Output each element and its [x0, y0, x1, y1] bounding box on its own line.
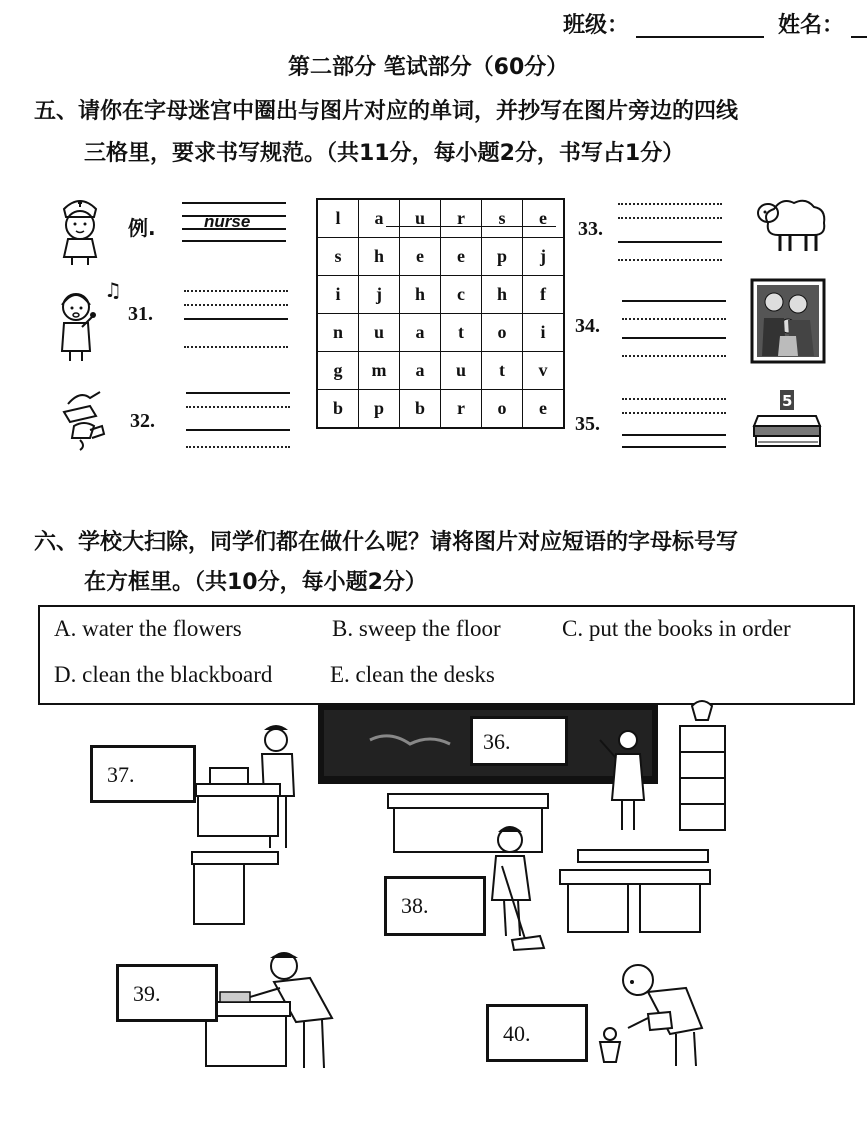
- option-e: E. clean the desks: [330, 662, 495, 687]
- maze-cell[interactable]: f: [523, 276, 565, 314]
- name-field[interactable]: [851, 36, 867, 38]
- maze-cell[interactable]: i: [317, 276, 359, 314]
- maze-row: [317, 276, 564, 314]
- maze-cell[interactable]: m: [359, 352, 400, 390]
- maze-cell[interactable]: l: [317, 199, 359, 238]
- maze-cell[interactable]: a: [359, 199, 400, 238]
- maze-cell[interactable]: a: [400, 352, 441, 390]
- maze-cell[interactable]: s: [317, 238, 359, 276]
- section5-instruction-line1: 五、请你在字母迷宫中圈出与图片对应的单词，并抄写在图片旁边的四线: [34, 99, 739, 124]
- maze-row: [317, 238, 564, 276]
- maze-cell[interactable]: a: [400, 314, 441, 352]
- item-34-writing-grid[interactable]: [622, 300, 726, 340]
- maze-row: [317, 199, 564, 238]
- maze-cell[interactable]: u: [400, 199, 441, 238]
- maze-cell[interactable]: r: [441, 390, 482, 429]
- item-33-writing-grid[interactable]: [618, 203, 722, 243]
- maze-cell[interactable]: o: [482, 314, 523, 352]
- item-33-label: 33.: [578, 218, 603, 240]
- maze-cell[interactable]: t: [482, 352, 523, 390]
- maze-cell[interactable]: e: [400, 238, 441, 276]
- maze-cell[interactable]: p: [359, 390, 400, 429]
- section5-instruction-line2: 三格里，要求书写规范。（共11分，每小题2分，书写占1分）: [84, 141, 685, 166]
- maze-cell[interactable]: e: [441, 238, 482, 276]
- name-label: 姓名：: [778, 13, 845, 38]
- item-35-label: 35.: [575, 413, 600, 435]
- item-32-writing-grid[interactable]: [186, 392, 290, 432]
- maze-cell[interactable]: j: [523, 238, 565, 276]
- answer-box-36-label: 36.: [483, 729, 511, 754]
- maze-cell[interactable]: p: [482, 238, 523, 276]
- example-label: 例.: [128, 216, 156, 240]
- maze-cell[interactable]: o: [482, 390, 523, 429]
- maze-row: [317, 314, 564, 352]
- maze-cell[interactable]: t: [441, 314, 482, 352]
- maze-cell[interactable]: h: [482, 276, 523, 314]
- hand-washing-picture: [60, 386, 110, 452]
- family-photo-picture: [750, 278, 826, 364]
- item-31-writing-grid[interactable]: [184, 290, 288, 330]
- class-label: 班级：: [563, 13, 630, 38]
- desk-cleaning-picture: [200, 948, 350, 1073]
- maze-cell[interactable]: r: [441, 199, 482, 238]
- answer-box-37[interactable]: [90, 745, 196, 803]
- part-title: 第二部分 笔试部分（60分）: [288, 55, 569, 80]
- maze-cell[interactable]: i: [523, 314, 565, 352]
- maze-row: [317, 390, 564, 429]
- maze-cell[interactable]: n: [317, 314, 359, 352]
- maze-cell[interactable]: h: [359, 238, 400, 276]
- answer-box-38-label: 38.: [401, 893, 429, 918]
- option-b: B. sweep the floor: [332, 616, 501, 641]
- maze-cell[interactable]: u: [441, 352, 482, 390]
- item-31-label: 31.: [128, 303, 153, 325]
- item-32-label: 32.: [130, 410, 155, 432]
- maze-cell[interactable]: g: [317, 352, 359, 390]
- section6-instruction-line1: 六、学校大扫除，同学们都在做什么呢？请将图片对应短语的字母标号写: [34, 530, 739, 555]
- svg-text:♫: ♫: [104, 278, 122, 302]
- section6-instruction-line2: 在方框里。（共10分，每小题2分）: [84, 570, 427, 595]
- maze-cell[interactable]: b: [400, 390, 441, 429]
- maze-row: [317, 352, 564, 390]
- birthday-cake-picture: [752, 386, 824, 452]
- watering-picture: [590, 958, 720, 1070]
- item-35-writing-grid[interactable]: [622, 398, 726, 438]
- answer-box-39[interactable]: [116, 964, 218, 1022]
- singer-picture: [52, 275, 132, 365]
- item-34-label: 34.: [575, 315, 600, 337]
- answer-box-36[interactable]: [470, 716, 568, 766]
- maze-cell[interactable]: v: [523, 352, 565, 390]
- maze-cell[interactable]: b: [317, 390, 359, 429]
- options-box: [38, 605, 855, 705]
- maze-cell[interactable]: e: [523, 390, 565, 429]
- maze-cell[interactable]: e: [523, 199, 565, 238]
- letter-maze: [316, 198, 565, 429]
- example-writing-grid: [182, 202, 286, 242]
- svg-text:5: 5: [782, 392, 793, 410]
- maze-cell[interactable]: s: [482, 199, 523, 238]
- maze-cell[interactable]: h: [400, 276, 441, 314]
- answer-box-39-label: 39.: [133, 981, 161, 1006]
- class-field[interactable]: [636, 36, 764, 38]
- maze-cell[interactable]: j: [359, 276, 400, 314]
- answer-box-38[interactable]: [384, 876, 486, 936]
- example-word: nurse: [204, 212, 251, 231]
- option-a: A. water the flowers: [54, 616, 242, 641]
- answer-box-37-label: 37.: [107, 762, 135, 787]
- answer-box-40-label: 40.: [503, 1021, 531, 1046]
- maze-cell[interactable]: c: [441, 276, 482, 314]
- maze-cell[interactable]: u: [359, 314, 400, 352]
- option-d: D. clean the blackboard: [54, 662, 273, 687]
- option-c: C. put the books in order: [562, 616, 791, 641]
- sheep-picture: [754, 195, 830, 255]
- answer-box-40[interactable]: [486, 1004, 588, 1062]
- nurse-picture: [52, 195, 108, 267]
- example-circle-mark: [386, 226, 556, 227]
